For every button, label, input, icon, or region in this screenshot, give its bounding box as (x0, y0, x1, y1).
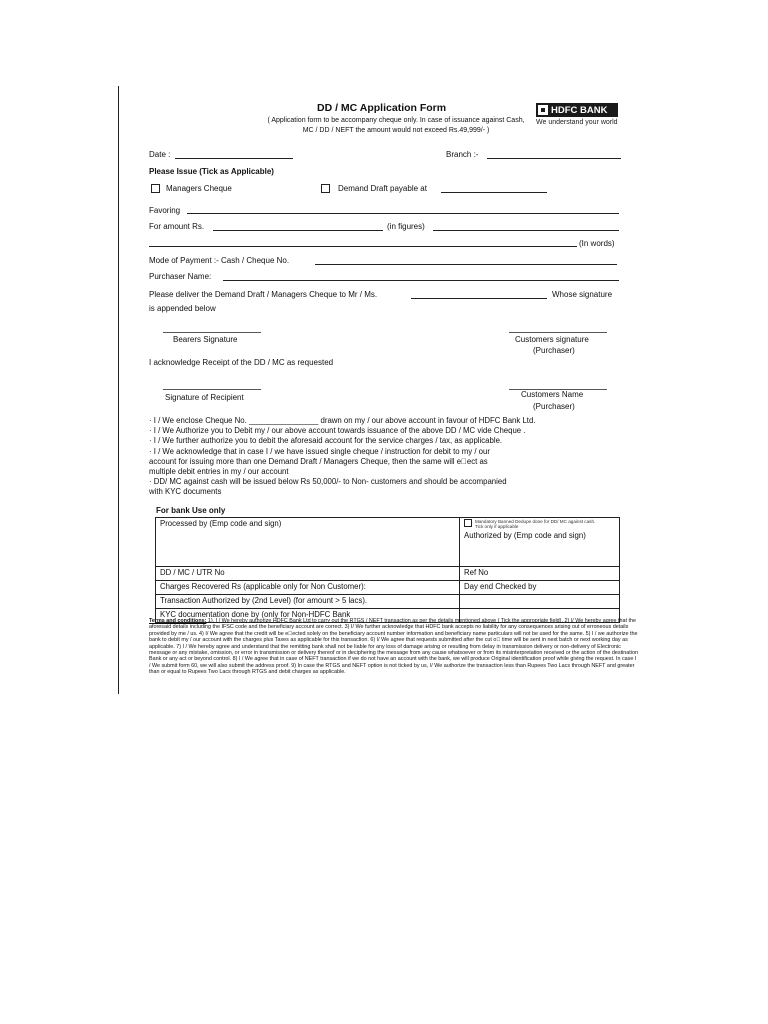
mandatory-dedupe-text: Mandatory Banned Dedupe done for DD/ MC against cash. (475, 519, 596, 524)
processed-by-cell[interactable] (156, 518, 460, 567)
terms-and-conditions (149, 618, 639, 693)
kyc-label: KYC documentation done by (only for Non-HDFC Bank (160, 610, 351, 619)
amount-figures-field[interactable] (213, 230, 383, 231)
customers-signature-line[interactable] (509, 332, 607, 333)
tick-only-text: Tick only if applicable (475, 524, 519, 529)
authorized-by-label: Authorized by (Emp code and sign) (464, 531, 586, 540)
banned-dedupe-checkbox[interactable] (464, 519, 472, 527)
charges-label: Charges Recovered Rs (applicable only for Non Customer): (160, 582, 366, 591)
txn-authorized-value-cell[interactable] (460, 595, 620, 609)
customers-signature-label: Customers signature (515, 335, 589, 344)
purchaser-label-2: (Purchaser) (533, 402, 575, 411)
acknowledge-text: I acknowledge Receipt of the DD / MC as requested (149, 358, 334, 367)
declarations-list (149, 416, 535, 498)
day-end-label: Day end Checked by (464, 582, 537, 591)
hdfc-logo (536, 103, 618, 126)
bearers-signature-line[interactable] (163, 332, 261, 333)
hdfc-logo-icon (538, 105, 548, 115)
favoring-label: Favoring (149, 206, 181, 215)
dd-mc-application-form (119, 86, 655, 696)
purchaser-name-field[interactable] (223, 280, 619, 281)
declaration-item: · I / We further authorize you to debit the aforesaid account for the service charges / tax, as applicable. (149, 436, 503, 446)
day-end-cell[interactable] (460, 581, 620, 595)
charges-cell[interactable] (156, 581, 460, 595)
dd-mc-utr-cell[interactable] (156, 567, 460, 581)
date-label: Date : (149, 150, 171, 159)
cheque-no-field[interactable] (315, 264, 617, 265)
whose-signature-text: Whose signature (552, 290, 613, 299)
bank-name: HDFC BANK (551, 104, 608, 116)
processed-by-label: Processed by (Emp code and sign) (160, 519, 282, 528)
declaration-item: · I / We enclose Cheque No. ________________ drawn on my / our above account in favour of HDFC Bank Ltd. (149, 416, 536, 425)
amount-words-field[interactable] (149, 246, 577, 247)
recipient-signature-line[interactable] (163, 389, 261, 390)
terms-text: 1). I / We hereby authorize HDFC Bank Ltd to carry out the RTGS / NEFT transaction as per the details mentioned above ( Tick the appropriate field). 2) I/ We hereby agree that the aforesaid details including the IFSC code and the beneficiary account are correct. 3) I/ We further acknowledge that HDFC bank accepts no liability for any consequences arising out of erroneous details provided by me / us. 4) I/ We agree that the credit will be e ected solely on the beneficiary account number information and beneficiary name particulars will not be used for the same. 5) I / we authorize the bank to debit my / our account with the charges plus Taxes as applicable for this transaction. 6) I/ We agree that requests submitted after the cut o  time will be sent in next batch or next working day as applicable. 7) I / We hereby agree and understand that the remitting bank shall not be liable for any loss of damage arising or resulting from delay in transmission delivery or non-delivery of Electronic message or any mistake, omission, or error in transmission or delivery thereof or in deciphering the message from any cause whatsoever or from its misinterpretation received or the action of the destination Bank or any act or beyond control. 8) I / We agree that in case of NEFT transaction if we do not have an account with the bank, we will produce Original identification proof while giving the request. In case I / We submit form 60, we will also submit the address proof. 9) In case the RTGS and NEFT option is not ticked by us, I/ We authorize the transaction less than Rupees Two Lacs through NEFT and greater than or equal to Rupees Two Lacs through RTGS and debit charges as applicable. (149, 618, 638, 676)
purchaser-label-1: (Purchaser) (533, 346, 575, 355)
form-title: DD / MC Application Form (317, 102, 447, 114)
dd-mc-utr-label: DD / MC / UTR No (160, 568, 225, 577)
demand-draft-checkbox[interactable] (321, 184, 330, 193)
amount-label: For amount Rs. (149, 222, 205, 231)
ref-no-cell[interactable] (460, 567, 620, 581)
payable-at-field[interactable] (441, 192, 547, 193)
date-field[interactable] (175, 158, 293, 159)
declaration-item: · I / We Authorize you to Debit my / our above account towards issuance of the above DD / MC vide Cheque . (149, 426, 526, 436)
customers-name-label: Customers Name (521, 390, 584, 399)
deliver-to-field[interactable] (411, 298, 547, 299)
ref-no-label: Ref No (464, 568, 489, 577)
declaration-item: account for issuing more than one Demand Draft / Managers Cheque, then the same will e ect as (149, 456, 488, 466)
purchaser-name-label: Purchaser Name: (149, 272, 212, 281)
amount-figures-field-2[interactable] (433, 230, 619, 231)
in-figures-label: (in figures) (387, 222, 425, 231)
mode-of-payment-label: Mode of Payment :- Cash / Cheque No. (149, 256, 290, 265)
issue-heading: Please Issue (Tick as Applicable) (149, 167, 274, 176)
txn-authorized-label: Transaction Authorized by (2nd Level) (for amount > 5 lacs). (160, 596, 368, 605)
favoring-field[interactable] (187, 213, 619, 214)
deliver-text: Please deliver the Demand Draft / Managers Cheque to Mr / Ms. (149, 290, 378, 299)
bank-tagline: We understand your world (536, 119, 618, 126)
declaration-item: with KYC documents (149, 487, 222, 497)
bank-use-table (155, 517, 620, 623)
terms-heading: Terms and conditions: (149, 618, 207, 624)
authorized-by-cell[interactable] (460, 518, 620, 567)
txn-authorized-cell[interactable] (156, 595, 460, 609)
appended-below-text: is appended below (149, 304, 216, 313)
demand-draft-label: Demand Draft payable at (338, 184, 427, 193)
declaration-item: multiple debit entries in my / our account (149, 467, 289, 477)
form-subtitle: ( Application form to be accompany cheque only. In case of issuance against Cash, MC / DD / NEFT the amount would not exceed Rs.49,999/- ) (267, 117, 525, 134)
declaration-item: · I / We acknowledge that in case I / we have issued single cheque / instruction for debit to my / our (149, 446, 490, 456)
managers-cheque-checkbox[interactable] (151, 184, 160, 193)
bearers-signature-label: Bearers Signature (173, 335, 238, 344)
declaration-item: · DD/ MC against cash will be issued below Rs 50,000/- to Non- customers and should be accompanied (149, 477, 507, 487)
bank-use-heading: For bank Use only (156, 506, 226, 515)
signature-recipient-label: Signature of Recipient (165, 393, 244, 402)
in-words-label: (In words) (579, 239, 615, 248)
branch-field[interactable] (487, 158, 621, 159)
managers-cheque-label: Managers Cheque (166, 184, 232, 193)
branch-label: Branch :- (446, 150, 479, 159)
